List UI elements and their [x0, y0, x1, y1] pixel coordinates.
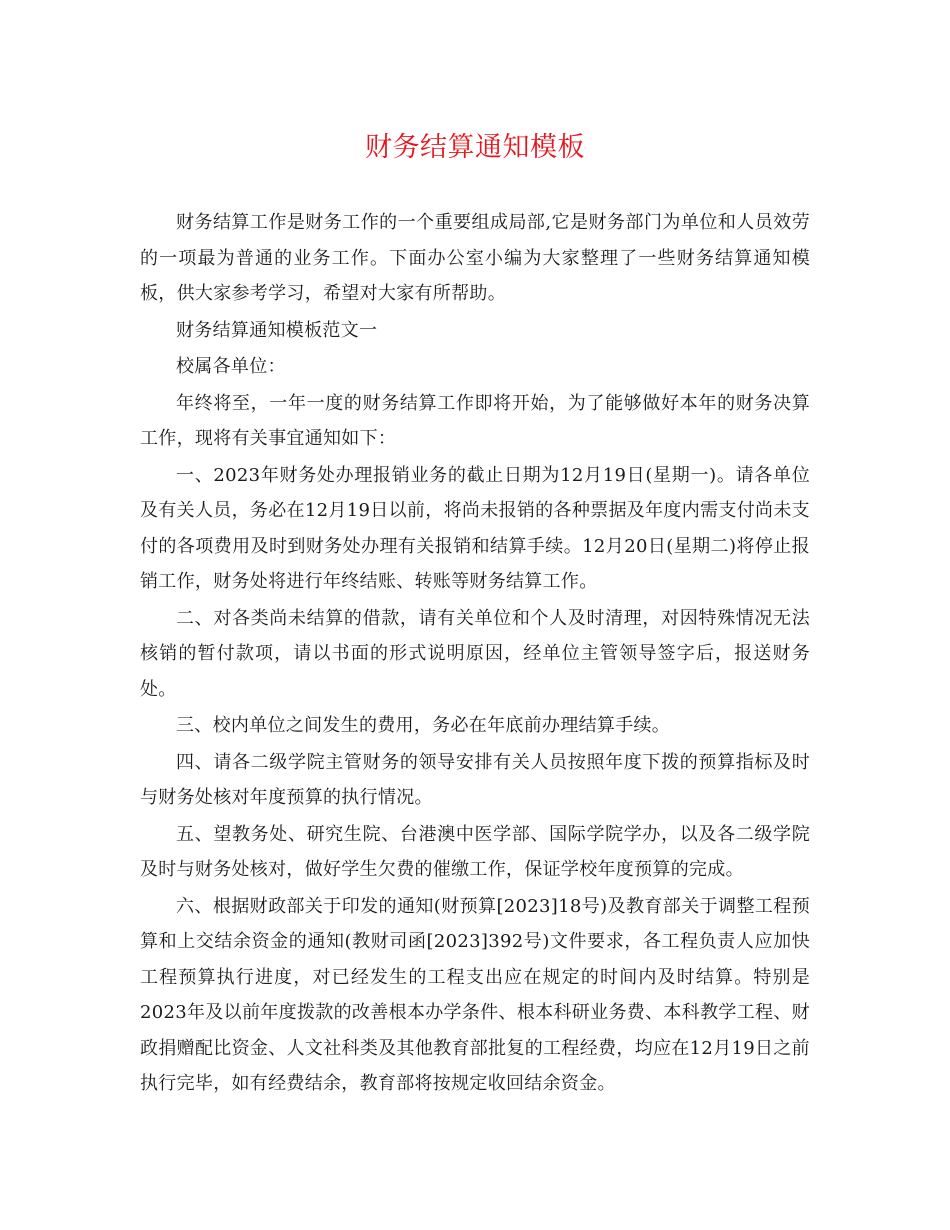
notice-item-6: 六、根据财政部关于印发的通知(财预算[2023]18号)及教育部关于调整工程预算和上交结余资金的通知(教财司函[2023]392号)文件要求，各工程负责人应加快工程预算执行进度，对已经发生的工程支出应在规定的时间内及时结算。特别是2023年及以前年度拨款的改善根本办学条件、根本科研业务费、本科教学工程、财政捐赠配比资金、人文社科类及其他教育部批复的工程经费，均应在12月19日之前执行完毕，如有经费结余，教育部将按规定收回结余资金。	[140, 895, 810, 1094]
notice-item-1: 一、2023年财务处办理报销业务的截止日期为12月19日(星期一)。请各单位及有关人员，务必在12月19日以前，将尚未报销的各种票据及年度内需支付尚未支付的各项费用及时到财务处办理有关报销和结算手续。12月20日(星期二)将停止报销工作，财务处将进行年终结账、转账等财务结算工作。	[140, 464, 810, 592]
notice-item-4: 四、请各二级学院主管财务的领导安排有关人员按照年度下拨的预算指标及时与财务处核对年度预算的执行情况。	[140, 751, 810, 808]
salutation: 校属各单位：	[176, 356, 286, 377]
section-heading: 财务结算通知模板范文一	[176, 319, 378, 341]
notice-lead-paragraph: 年终将至，一年一度的财务结算工作即将开始，为了能够做好本年的财务决算工作，现将有关事宜通知如下：	[140, 392, 810, 449]
notice-item-5: 五、望教务处、研究生院、台港澳中医学部、国际学院学办，以及各二级学院及时与财务处核对，做好学生欠费的催缴工作，保证学校年度预算的完成。	[140, 823, 810, 880]
document-title: 财务结算通知模板	[365, 132, 585, 163]
notice-item-3: 三、校内单位之间发生的费用，务必在年底前办理结算手续。	[176, 715, 671, 736]
document-body	[140, 205, 810, 1103]
intro-paragraph: 财务结算工作是财务工作的一个重要组成局部,它是财务部门为单位和人员效劳的一项最为普通的业务工作。下面办公室小编为大家整理了一些财务结算通知模板，供大家参考学习，希望对大家有所帮助。	[140, 212, 810, 304]
notice-item-2: 二、对各类尚未结算的借款，请有关单位和个人及时清理，对因特殊情况无法核销的暂付款项，请以书面的形式说明原因，经单位主管领导签字后，报送财务处。	[140, 607, 810, 700]
